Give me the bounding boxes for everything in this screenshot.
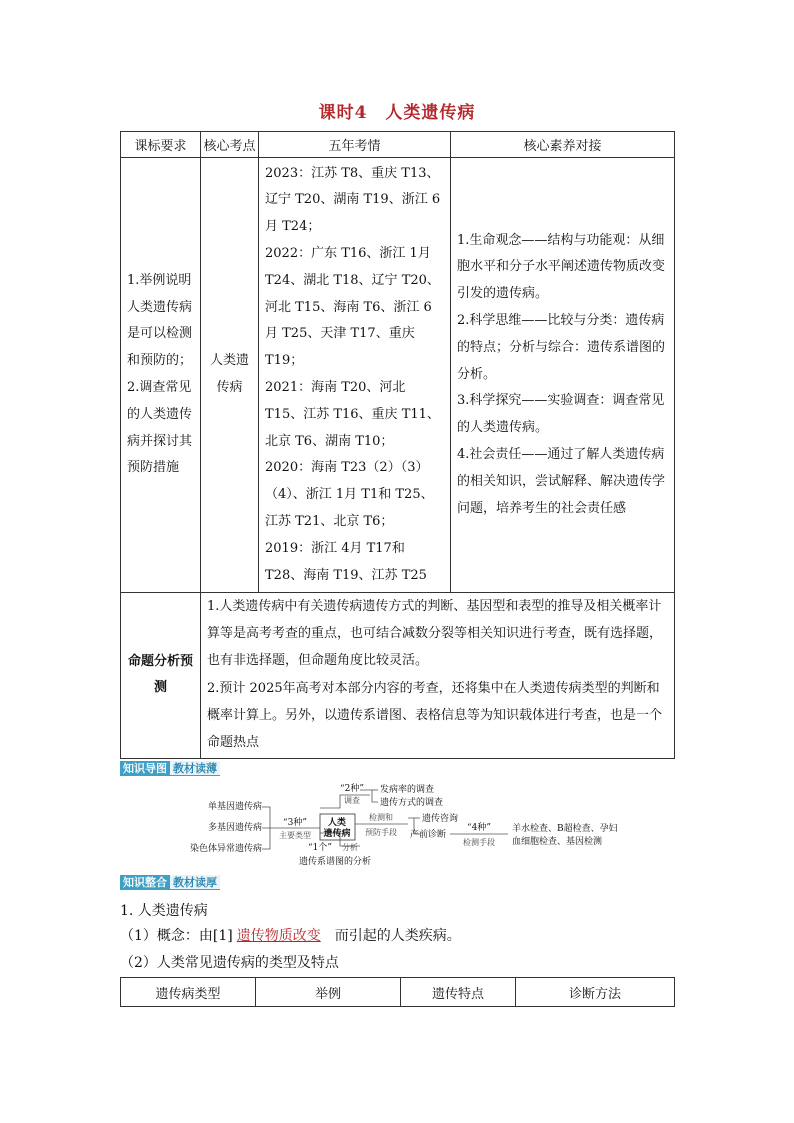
- section-heading: 1. 人类遗传病: [120, 903, 208, 919]
- diagram-two-kinds: “2种”: [340, 784, 364, 794]
- core-point-cell: [201, 158, 259, 593]
- diagram-method: 产前诊断: [410, 830, 447, 840]
- diagram-tests-line1: 羊水检查、B超检查、孕妇: [512, 824, 618, 834]
- table-header-row: [121, 978, 675, 1007]
- diagram-detect: 检测和: [369, 813, 393, 822]
- disease-types-table: [120, 977, 675, 1007]
- knowledge-map-diagram: [160, 780, 640, 875]
- diagram-main-types: 主要类型: [279, 831, 311, 840]
- header-features: 遗传特点: [401, 978, 516, 1007]
- exam-line: 2023：江苏 T8、重庆 T13、辽宁 T20、湖南 T19、浙江 6月 T24；: [265, 165, 441, 235]
- header-example: 举例: [256, 978, 401, 1007]
- exam-history-cell: [259, 158, 451, 593]
- section-banner-integration: [120, 875, 220, 890]
- exam-line: 2019：浙江 4月 T17和 T28、海南 T19、江苏 T25: [265, 540, 427, 583]
- forecast-label-cell: [121, 593, 201, 759]
- diagram-detect-means: 检测手段: [463, 838, 495, 847]
- requirements-text: 1.举例说明人类遗传病是可以检测和预防的；2.调查常见的人类遗传病并探讨其预防措施: [127, 272, 193, 476]
- section-banner-map: [120, 761, 220, 776]
- header-exam-history: 五年考情: [259, 132, 451, 158]
- diagram-method: 遗传咨询: [422, 814, 459, 824]
- forecast-item: 2.预计 2025年高考对本部分内容的考查，还将集中在人类遗传病类型的判断和概率计算上。另外，以遗传系谱图、表格信息等为知识载体进行考查，也是一个命题热点: [207, 681, 663, 750]
- diagram-three-kinds: “3种”: [283, 818, 307, 828]
- banner-tag: 知识整合: [120, 875, 170, 890]
- exam-line: 2020：海南 T23（2）（3）（4）、浙江 1月 T1和 T25、江苏 T21、北京 T6；: [265, 460, 434, 529]
- page-title: 课时4 人类遗传病: [318, 103, 476, 123]
- concept-answer: 遗传物质改变: [236, 928, 321, 944]
- overview-table: [120, 131, 675, 759]
- diagram-center-line1: 人类: [327, 818, 347, 828]
- banner-subtitle: 教材读薄: [170, 761, 220, 776]
- diagram-one-item: “1个”: [308, 843, 332, 853]
- diagram-analysis: 分析: [342, 843, 358, 852]
- exam-line: 2021：海南 T20、河北 T15、江苏 T16、重庆 T11、北京 T6、湖南 T10；: [265, 380, 440, 449]
- concept-prefix: （1）概念：由[1]: [120, 928, 233, 944]
- forecast-cell: [201, 593, 675, 759]
- forecast-item: 1.人类遗传病中有关遗传病遗传方式的判断、基因型和表型的推导及相关概率计算等是高考考查的重点，也可结合减数分裂等相关知识进行考查，既有选择题，也有非选择题，但命题角度比较灵活。: [207, 599, 663, 668]
- diagram-survey-item: 发病率的调查: [380, 785, 435, 795]
- diagram-left-item: 多基因遗传病: [207, 823, 262, 833]
- concept-line: [120, 925, 461, 945]
- table-header-row: [121, 132, 675, 158]
- table-row: [121, 158, 675, 593]
- diagram-center-line2: 遗传病: [323, 829, 351, 839]
- diagram-tests-line2: 血细胞检查、基因检测: [512, 837, 603, 847]
- literacy-item: 3.科学探究——实验调查：调查常见的人类遗传病。: [457, 393, 665, 436]
- requirements-cell: [121, 158, 201, 593]
- diagram-pedigree: 遗传系谱图的分析: [298, 857, 372, 867]
- core-point-text: 人类遗传病: [209, 353, 249, 395]
- diagram-prevent: 预防手段: [365, 828, 397, 837]
- exam-line: 2022：广东 T16、浙江 1月 T24、湖北 T18、辽宁 T20、河北 T15、海南 T6、浙江 6月 T25、天津 T17、重庆 T19；: [265, 246, 440, 369]
- diagram-left-item: 染色体异常遗传病: [189, 844, 262, 854]
- header-core-point: 核心考点: [201, 132, 259, 158]
- concept-suffix: 而引起的人类疾病。: [334, 928, 461, 944]
- types-heading: （2）人类常见遗传病的类型及特点: [120, 955, 339, 971]
- literacy-item: 1.生命观念——结构与功能观：从细胞水平和分子水平阐述遗传物质改变引发的遗传病。: [457, 232, 666, 302]
- literacy-item: 4.社会责任——通过了解人类遗传病的相关知识，尝试解释、解决遗传学问题，培养考生的社会责任感: [457, 446, 666, 516]
- diagram-left-item: 单基因遗传病: [207, 802, 262, 812]
- forecast-label: 命题分析预测: [127, 653, 193, 696]
- header-literacy: 核心素养对接: [451, 132, 675, 158]
- header-disease-type: 遗传病类型: [121, 978, 256, 1007]
- diagram-survey: 调查: [344, 796, 360, 805]
- literacy-cell: [451, 158, 675, 593]
- header-requirements: 课标要求: [121, 132, 201, 158]
- header-diagnosis: 诊断方法: [516, 978, 675, 1007]
- banner-tag: 知识导图: [120, 761, 170, 776]
- table-row: [121, 593, 675, 759]
- diagram-four-kinds: “4种”: [467, 823, 491, 833]
- diagram-survey-item: 遗传方式的调查: [380, 798, 444, 808]
- banner-subtitle: 教材读厚: [170, 875, 220, 890]
- literacy-item: 2.科学思维——比较与分类：遗传病的特点；分析与综合：遗传系谱图的分析。: [457, 313, 666, 382]
